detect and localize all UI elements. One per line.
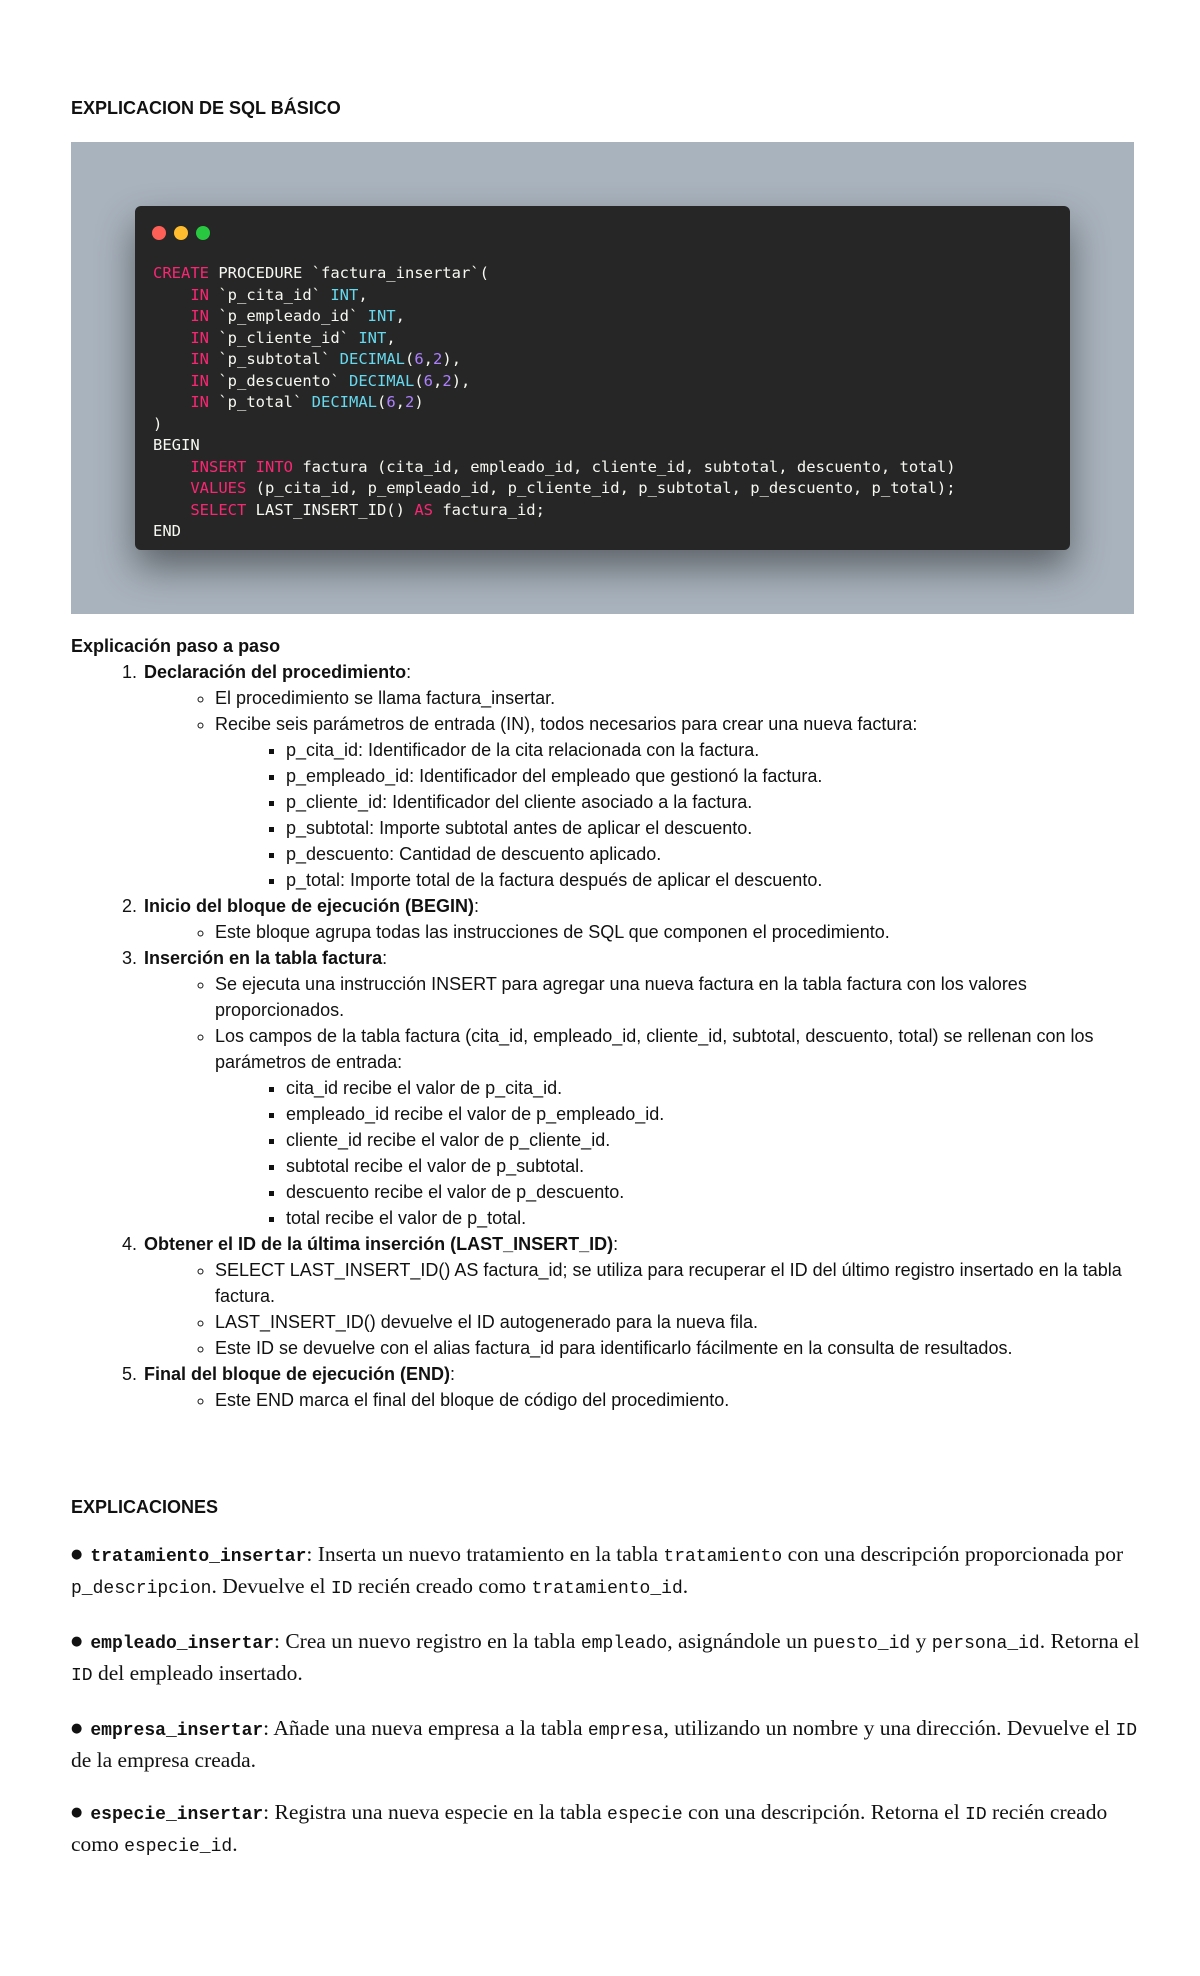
code-term: empresa [587, 1721, 664, 1741]
code-term: ID [965, 1805, 987, 1825]
explicacion-text: de la empresa creada. [71, 1747, 257, 1772]
code-term: especie_id [124, 1836, 233, 1857]
code-token: 6 [423, 371, 433, 390]
code-token [153, 479, 190, 497]
step-title-suffix: : [406, 662, 412, 682]
step-title: Inserción en la tabla factura [144, 948, 383, 968]
sql-code-block [153, 263, 956, 543]
code-token: INT [358, 328, 387, 347]
code-token: 2 [405, 393, 415, 411]
code-token: SELECT [190, 500, 247, 519]
step-title-suffix: : [382, 948, 388, 968]
code-token: END [153, 522, 181, 540]
code-token: ), [442, 350, 462, 368]
step-detail-text: Este END marca el final del bloque de código del procedimiento. [215, 1390, 730, 1410]
code-window [135, 206, 1070, 550]
explicacion-item [71, 1714, 1151, 1774]
code-token: INT [330, 285, 359, 304]
step-detail-item [215, 1335, 1141, 1361]
parameter-item: ▪ total recibe el valor de p_total. [286, 1205, 1141, 1231]
code-token: , [423, 350, 434, 368]
code-token: BEGIN [153, 436, 200, 454]
bullet-icon: ● [71, 1721, 83, 1736]
parameter-item: ▪ p_cita_id: Identificador de la cita relacionada con la factura. [286, 737, 1141, 763]
code-term: empleado [580, 1634, 668, 1654]
step-detail-item [215, 685, 1141, 711]
step-title-suffix: : [613, 1234, 619, 1254]
code-token: , [395, 393, 406, 411]
step-detail-text: Los campos de la tabla factura (cita_id, empleado_id, cliente_id, subtotal, descuento, total) se rellenan con los parámetros de entrada: [215, 1026, 1094, 1072]
code-token: INSERT INTO [190, 457, 293, 476]
explicacion-item [71, 1627, 1151, 1690]
window-minimize-dot-icon [174, 226, 188, 240]
code-token: 2 [433, 350, 443, 368]
code-token [153, 286, 190, 304]
window-close-dot-icon [152, 226, 166, 240]
code-token: `p_subtotal` [209, 350, 340, 368]
parameter-item: ▪ p_subtotal: Importe subtotal antes de aplicar el descuento. [286, 815, 1141, 841]
bullet-icon: ● [71, 1547, 83, 1562]
code-screenshot-panel [71, 142, 1134, 614]
code-term: ID [330, 1578, 353, 1599]
code-token: INT [367, 307, 396, 325]
explicacion-text: , asignándole un [667, 1629, 813, 1653]
parameter-list [215, 737, 1141, 893]
window-maximize-dot-icon [196, 226, 210, 240]
explicacion-text: : Registra una nueva especie en la tabla [263, 1800, 608, 1824]
explicacion-text: : Crea un nuevo registro en la tabla [273, 1629, 581, 1653]
code-token: 6 [386, 393, 396, 411]
code-term: empresa_insertar [90, 1721, 264, 1741]
step-item [142, 659, 1141, 893]
code-token: 2 [442, 371, 452, 390]
parameter-item: ▪ p_cliente_id: Identificador del cliente asociado a la factura. [286, 789, 1141, 815]
step-by-step-section [71, 633, 1141, 1413]
step-item [142, 1231, 1141, 1361]
code-term: tratamiento [663, 1547, 783, 1567]
step-item [142, 893, 1141, 945]
step-detail-item [215, 1023, 1141, 1231]
step-detail-text: Se ejecuta una instrucción INSERT para agregar una nueva factura en la tabla factura con los valores proporcionados. [215, 974, 1027, 1020]
step-title: Obtener el ID de la última inserción (LAST_INSERT_ID) [144, 1234, 614, 1254]
explicacion-text: recién creado como [352, 1573, 532, 1598]
step-detail-list [144, 1387, 1141, 1413]
steps-heading: Explicación paso a paso [71, 636, 281, 656]
code-token: VALUES [190, 479, 247, 497]
code-token: , [433, 371, 443, 390]
explicaciones-list [71, 1540, 1151, 1885]
code-term: persona_id [931, 1634, 1040, 1654]
code-token [153, 329, 190, 347]
code-token [153, 393, 190, 411]
parameter-item: ▪ empleado_id recibe el valor de p_empleado_id. [286, 1101, 1141, 1127]
code-term: ID [1115, 1721, 1138, 1741]
code-token: IN [190, 393, 209, 411]
step-detail-text: El procedimiento se llama factura_insertar. [215, 688, 556, 708]
bullet-icon: ● [71, 1805, 83, 1820]
code-token: DECIMAL [339, 350, 405, 368]
step-detail-text: LAST_INSERT_ID() devuelve el ID autogenerado para la nueva fila. [215, 1312, 758, 1332]
code-token: factura_id; [432, 500, 545, 519]
steps-list [71, 659, 1141, 1413]
code-term: puesto_id [812, 1634, 911, 1654]
code-token: factura (cita_id, empleado_id, cliente_id, subtotal, descuento, total) [292, 457, 956, 476]
step-detail-text: Recibe seis parámetros de entrada (IN), todos necesarios para crear una nueva factura: [215, 714, 918, 734]
explicacion-text: : Inserta un nuevo tratamiento en la tabla [306, 1542, 664, 1566]
code-token: IN [190, 285, 209, 304]
step-detail-list [144, 971, 1141, 1231]
code-token: 6 [414, 350, 424, 368]
step-detail-text: Este bloque agrupa todas las instrucciones de SQL que componen el procedimiento. [215, 922, 890, 942]
step-detail-text: Este ID se devuelve con el alias factura_id para identificarlo fácilmente en la consulta de resultados. [215, 1338, 1013, 1358]
step-detail-list [144, 685, 1141, 893]
code-token: CREATE [153, 264, 209, 282]
step-detail-list [144, 1257, 1141, 1361]
code-token: , [395, 307, 405, 325]
code-token: `p_empleado_id` [209, 307, 368, 325]
explicacion-item [71, 1798, 1151, 1861]
parameter-list [215, 1075, 1141, 1231]
page-title: EXPLICACION DE SQL BÁSICO [71, 98, 341, 118]
step-detail-item [215, 1309, 1141, 1335]
code-token: `p_descuento` [209, 371, 349, 390]
code-token: ), [451, 371, 471, 390]
parameter-item: ▪ cliente_id recibe el valor de p_cliente_id. [286, 1127, 1141, 1153]
parameter-item: ▪ p_empleado_id: Identificador del empleado que gestionó la factura. [286, 763, 1141, 789]
explicacion-item [71, 1540, 1151, 1603]
step-detail-item [215, 711, 1141, 893]
step-title: Declaración del procedimiento [144, 662, 407, 682]
code-term: p_descripcion [71, 1578, 212, 1599]
code-token: ( [414, 371, 424, 390]
code-token: , [358, 285, 368, 304]
step-detail-item [215, 919, 1141, 945]
explicacion-text: . Retorna el [1039, 1629, 1140, 1653]
bullet-icon: ● [71, 1634, 83, 1649]
explicaciones-heading: EXPLICACIONES [71, 1497, 219, 1517]
code-token: IN [190, 328, 209, 347]
code-token: AS [414, 500, 433, 519]
step-title: Inicio del bloque de ejecución (BEGIN) [144, 896, 475, 916]
code-token: , [386, 328, 396, 347]
code-token: IN [190, 371, 209, 390]
explicacion-text: y [910, 1629, 932, 1653]
step-detail-list [144, 919, 1141, 945]
explicacion-text: con una descripción. Retorna el [682, 1800, 966, 1824]
code-token: `p_cita_id` [209, 285, 331, 304]
code-token [153, 372, 190, 390]
explicacion-text: . [682, 1573, 689, 1598]
parameter-item: ▪ p_descuento: Cantidad de descuento aplicado. [286, 841, 1141, 867]
step-title-suffix: : [450, 1364, 456, 1384]
code-token: PROCEDURE `factura_insertar`( [209, 264, 489, 282]
parameter-item: ▪ cita_id recibe el valor de p_cita_id. [286, 1075, 1141, 1101]
explicacion-text: . [232, 1831, 238, 1856]
step-detail-item [215, 971, 1141, 1023]
code-token [153, 501, 190, 519]
explicacion-text: . Devuelve el [211, 1573, 331, 1598]
parameter-item: ▪ subtotal recibe el valor de p_subtotal. [286, 1153, 1141, 1179]
code-term: tratamiento_insertar [90, 1547, 307, 1567]
code-token: LAST_INSERT_ID() [246, 500, 415, 519]
code-term: especie_insertar [90, 1805, 264, 1825]
explicacion-text: , utilizando un nombre y una dirección. Devuelve el [663, 1716, 1116, 1740]
explicacion-text: del empleado insertado. [92, 1660, 303, 1685]
explicacion-text: con una descripción proporcionada por [782, 1542, 1124, 1566]
code-token [153, 458, 190, 476]
code-token: ( [376, 393, 387, 411]
step-detail-text: SELECT LAST_INSERT_ID() AS factura_id; se utiliza para recuperar el ID del último registro insertado en la tabla factura. [215, 1260, 1122, 1306]
parameter-item: ▪ p_total: Importe total de la factura después de aplicar el descuento. [286, 867, 1141, 893]
code-token: ( [404, 350, 415, 368]
code-token: DECIMAL [348, 371, 415, 390]
code-token: ) [153, 414, 163, 433]
explicacion-text: recién creado como [71, 1800, 1108, 1856]
code-term: empleado_insertar [90, 1634, 274, 1654]
code-token: `p_cliente_id` [209, 328, 359, 347]
step-title-suffix: : [474, 896, 480, 916]
step-title: Final del bloque de ejecución (END) [144, 1364, 451, 1384]
code-token: ) [414, 393, 424, 411]
step-detail-item [215, 1257, 1141, 1309]
code-token: `p_total` [209, 393, 312, 411]
step-detail-item [215, 1387, 1141, 1413]
step-item [142, 1361, 1141, 1413]
code-term: tratamiento_id [531, 1578, 683, 1599]
code-token: DECIMAL [311, 393, 377, 411]
parameter-item: ▪ descuento recibe el valor de p_descuento. [286, 1179, 1141, 1205]
code-token: IN [190, 307, 209, 325]
code-token: (p_cita_id, p_empleado_id, p_cliente_id, p_subtotal, p_descuento, p_total); [246, 479, 956, 497]
step-item [142, 945, 1141, 1231]
code-term: especie [607, 1805, 683, 1825]
explicacion-text: : Añade una nueva empresa a la tabla [263, 1716, 588, 1740]
code-token [153, 307, 190, 325]
code-token [153, 350, 190, 368]
code-token: IN [190, 350, 209, 368]
code-term: ID [71, 1665, 93, 1686]
